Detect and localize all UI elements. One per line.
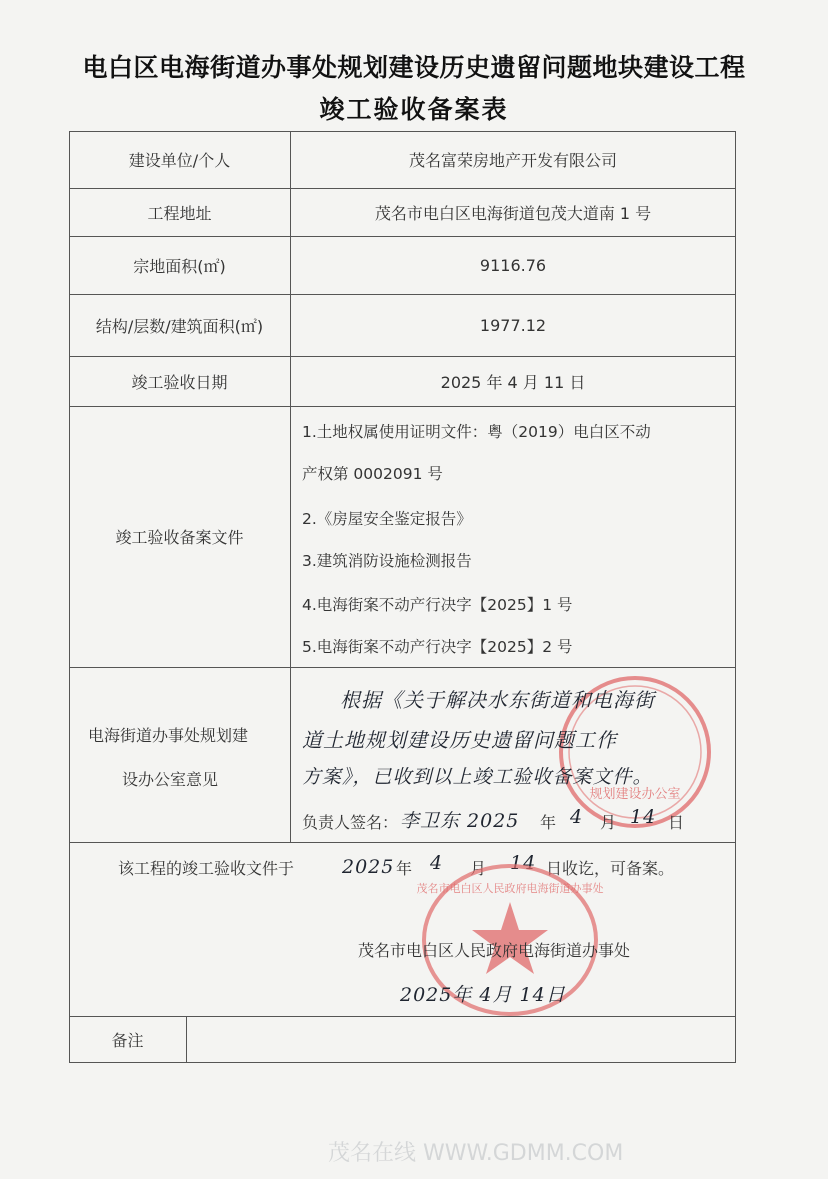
office-date: 2025年 4月 14日 (400, 984, 566, 1006)
receipt-year: 2025 (342, 856, 395, 878)
structure-label: 结构/层数/建筑面积(㎡) (95, 316, 264, 336)
office-name: 茂名市电白区人民政府电海街道办事处 (358, 941, 631, 960)
document-item: 2.《房屋安全鉴定报告》 (302, 510, 472, 528)
completion-date-value: 2025 年 4 月 11 日 (440, 372, 586, 392)
opinion-label-line2: 设办公室意见 (122, 770, 219, 789)
signer-day: 14 (630, 806, 657, 828)
receipt-day: 14 (510, 852, 537, 874)
structure-value: 1977.12 (479, 315, 547, 335)
signer-day-suffix: 日 (668, 813, 685, 832)
remarks-label: 备注 (111, 1031, 144, 1050)
opinion-handwriting: 道土地规划建设历史遗留问题工作 (302, 728, 617, 752)
opinion-handwriting: 方案》，已收到以上竣工验收备案文件。 (302, 766, 653, 788)
watermark-text: 茂名在线 WWW.GDMM.COM (328, 1141, 624, 1166)
receipt-prefix: 该工程的竣工验收文件于 (118, 859, 295, 878)
document-item: 3.建筑消防设施检测报告 (302, 552, 472, 570)
unit-label: 建设单位/个人 (128, 151, 231, 170)
area-label: 宗地面积(㎡) (133, 256, 226, 276)
receipt-month: 4 (430, 852, 444, 874)
signer-month-suffix: 月 (600, 813, 617, 832)
office-seal-small-text: 规划建设办公室 (589, 787, 681, 802)
document-item: 5.电海街案不动产行决字【2025】2 号 (302, 638, 573, 656)
area-value: 9116.76 (479, 255, 547, 275)
document-item: 产权第 0002091 号 (302, 465, 443, 483)
receipt-suffix: 日收讫，可备案。 (546, 859, 675, 878)
form-title-line2: 竣工验收备案表 (319, 95, 509, 124)
completion-date-label: 竣工验收日期 (131, 372, 228, 392)
unit-value: 茂名富荣房地产开发有限公司 (408, 151, 617, 170)
opinion-label-line1: 电海街道办事处规划建 (88, 726, 249, 745)
signer-month: 4 (570, 806, 584, 828)
signer-label: 负责人签名： (302, 813, 399, 832)
receipt-month-suffix: 月 (470, 859, 487, 878)
government-seal-text: 茂名市电白区人民政府电海街道办事处 (416, 882, 604, 895)
signer-signature: 李卫东 2025 (400, 810, 520, 832)
receipt-year-suffix: 年 (396, 859, 413, 878)
address-label: 工程地址 (147, 203, 212, 223)
signer-year-suffix: 年 (540, 813, 557, 832)
site-watermark (318, 1130, 624, 1174)
documents-label: 竣工验收备案文件 (115, 528, 244, 547)
document-item: 4.电海街案不动产行决字【2025】1 号 (302, 596, 573, 614)
opinion-handwriting: 根据《关于解决水东街道和电海街 (340, 688, 655, 712)
document-item: 1.土地权属使用证明文件：粤（2019）电白区不动 (302, 423, 651, 441)
remarks-value (186, 1016, 736, 1063)
form-title-line1: 电白区电海街道办事处规划建设历史遗留问题地块建设工程 (82, 53, 746, 82)
address-value: 茂名市电白区电海街道包茂大道南 1 号 (374, 203, 652, 223)
